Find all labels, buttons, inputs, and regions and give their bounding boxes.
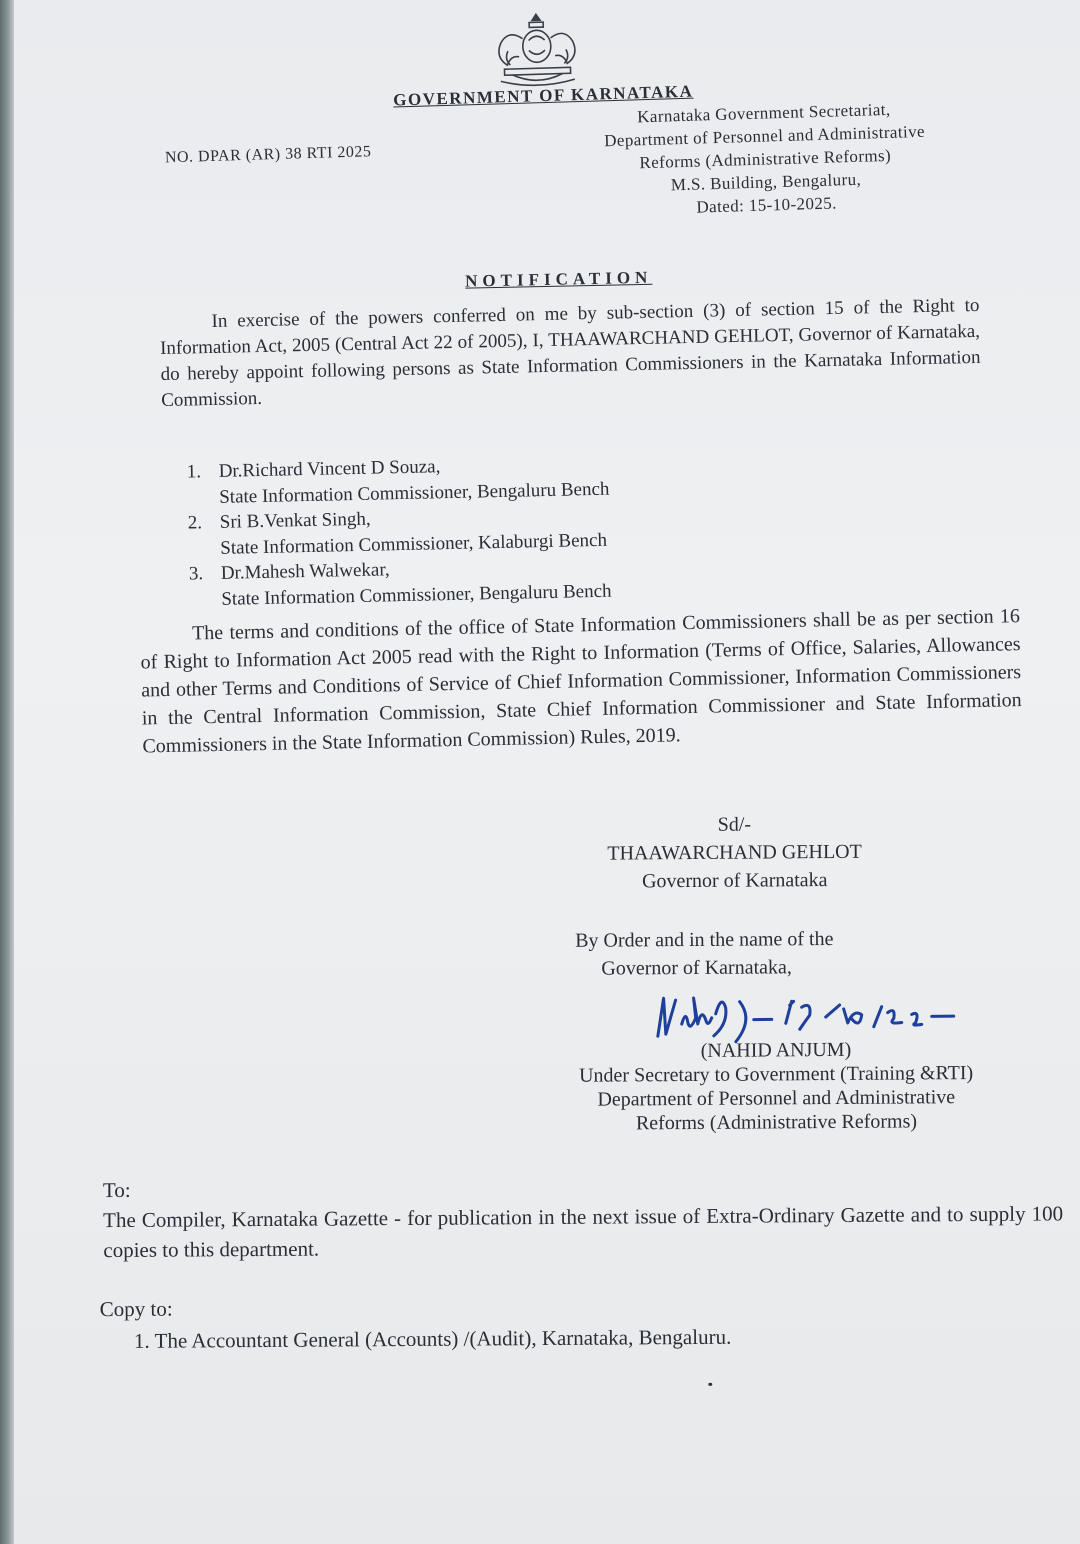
officer-department: Reforms (Administrative Reforms) <box>635 1110 918 1135</box>
officer-block <box>496 1036 1057 1136</box>
list-number: 1. <box>133 1328 150 1353</box>
governor-title: Governor of Karnataka <box>641 869 828 893</box>
lower-section <box>14 0 1080 1544</box>
list-number: 1. <box>186 461 202 483</box>
copy-to-block <box>100 1287 1000 1357</box>
appointee-role: State Information Commissioner, Kalaburgi Bench <box>220 529 608 559</box>
date-line: Dated: 15-10-2025. <box>696 193 838 217</box>
copy-to-text: The Accountant General (Accounts) /(Audit), Karnataka, Bengaluru. <box>154 1324 732 1353</box>
address-line: Reforms (Administrative Reforms) <box>639 145 892 173</box>
document-page <box>14 0 1080 1544</box>
to-label: To: <box>102 1177 131 1203</box>
officer-designation: Under Secretary to Government (Training &RTI) <box>578 1062 974 1087</box>
list-number: 2. <box>187 512 203 534</box>
appointee-name: Sri B.Venkat Singh, <box>219 508 371 533</box>
appointee-name: Dr.Mahesh Walwekar, <box>220 559 390 584</box>
order-line: By Order and in the name of the <box>575 928 834 952</box>
terms-paragraph: The terms and conditions of the office of State Information Commissioners shall be as per section 16 of Right to Information Act 2005 read with the Right to Information (Terms of Office, Salaries, Allowances and other Terms and Conditions of Service of Chief Information Commissioner, Information Commissioners in the Central Information Commission, State Chief Information Commissioner and State Information Commissioners in the State Information Commission) Rules, 2019. <box>140 605 1022 758</box>
recipient-block <box>103 1168 1064 1265</box>
page-edge-shadow <box>0 0 14 1544</box>
list-number: 3. <box>188 563 204 585</box>
appointee-role: State Information Commissioner, Bengaluru Bench <box>221 580 612 610</box>
copy-to-label: Copy to: <box>99 1296 173 1322</box>
sd-mark: Sd/- <box>717 813 752 836</box>
government-title: GOVERNMENT OF KARNATAKA <box>392 81 694 110</box>
officer-department: Department of Personnel and Administrative <box>597 1086 956 1111</box>
order-line: Governor of Karnataka, <box>601 956 792 980</box>
officer-name: (NAHID ANJUM) <box>700 1038 852 1062</box>
notification-heading: NOTIFICATION <box>464 267 653 291</box>
copy-to-item <box>100 1319 1000 1357</box>
governor-name: THAAWARCHAND GEHLOT <box>607 840 862 865</box>
order-block <box>575 924 955 983</box>
notification-paragraph: In exercise of the powers conferred on me by sub-section (3) of section 15 of the Right to Information Act, 2005 (Central Act 22 of 2005), I, THAAWARCHAND GEHLOT, Governor of Karnataka, do hereby appoint following persons as State Information Commissioners in the Karnataka Information Commission. <box>159 294 981 412</box>
appointee-name: Dr.Richard Vincent D Souza, <box>218 456 441 482</box>
appointee-role: State Information Commissioner, Bengaluru Bench <box>219 478 610 508</box>
reference-number: NO. DPAR (AR) 38 RTI 2025 <box>164 143 372 167</box>
address-line: Karnataka Government Secretariat, <box>636 99 891 127</box>
governor-signature-block <box>574 810 895 896</box>
address-line: Department of Personnel and Administrative <box>603 121 926 151</box>
recipient-text: The Compiler, Karnataka Gazette - for publication in the next issue of Extra-Ordinary Gazette and to supply 100 copies to this department. <box>103 1201 1064 1263</box>
ink-speck <box>708 1383 712 1386</box>
address-line: M.S. Building, Bengaluru, <box>670 169 862 195</box>
